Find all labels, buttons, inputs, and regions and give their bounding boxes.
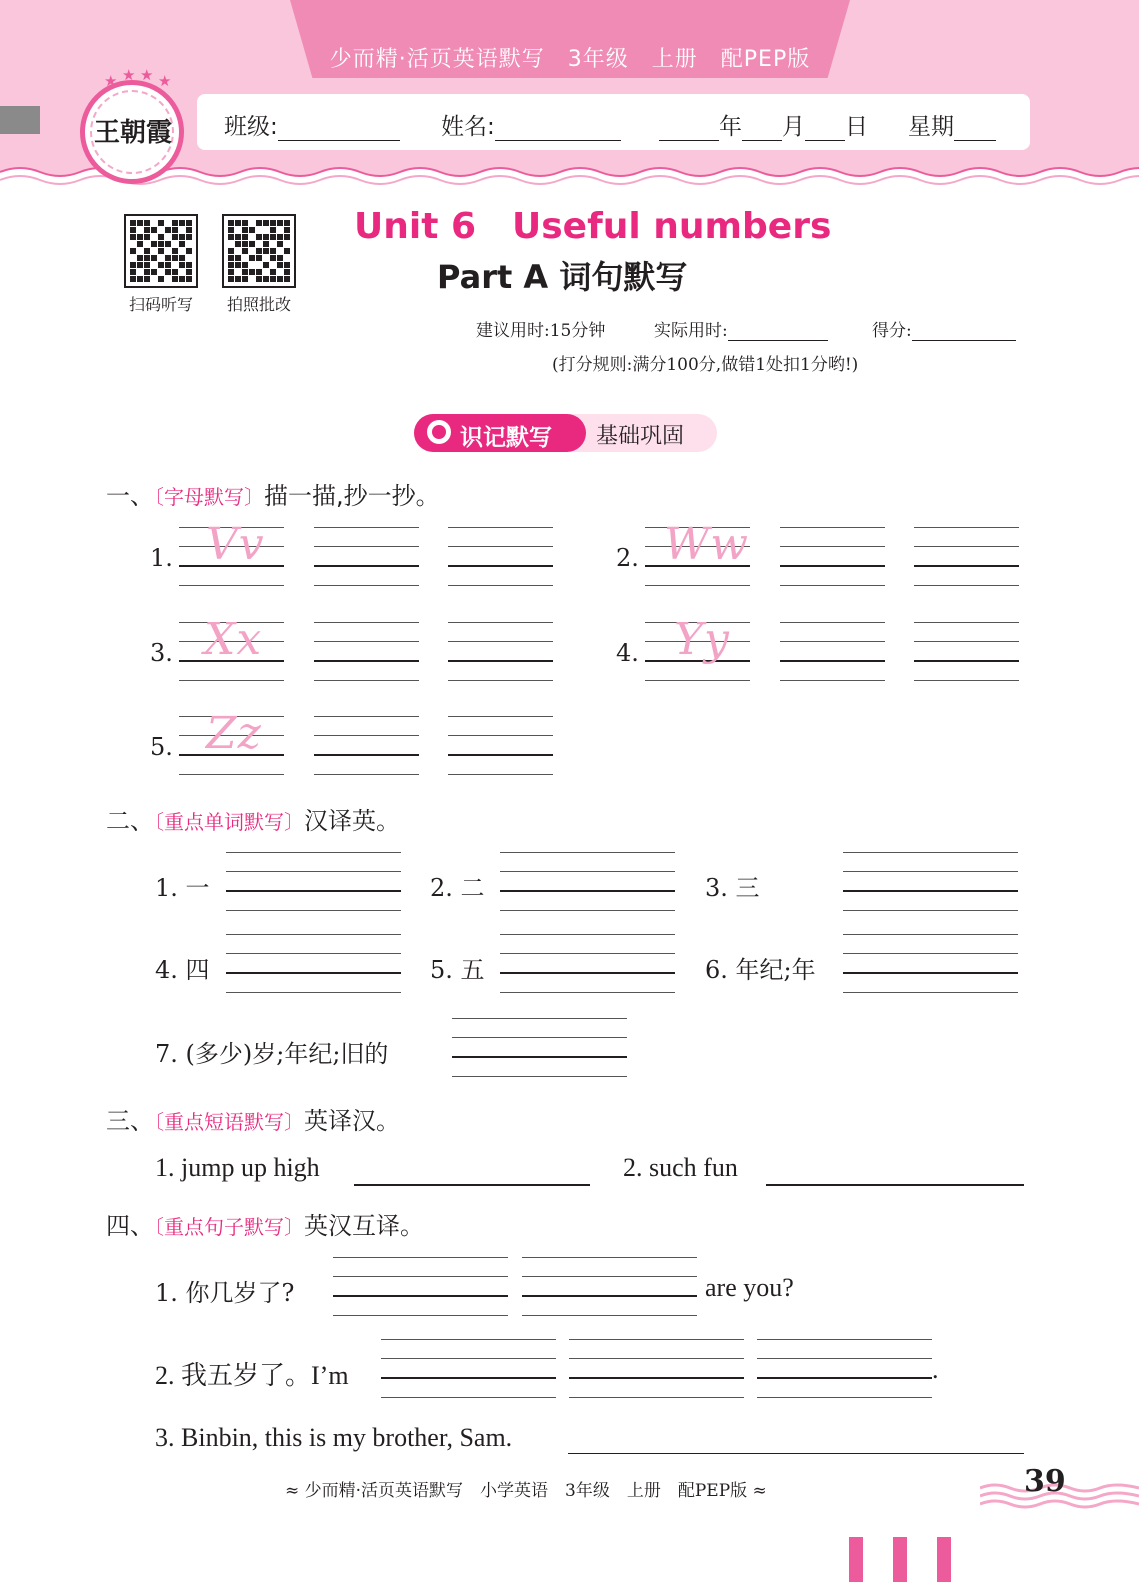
- qr-code-listen[interactable]: [124, 214, 198, 288]
- letter-copy-box[interactable]: [314, 716, 419, 776]
- section4-number: 四、: [106, 1212, 154, 1240]
- section1-number: 一、: [106, 482, 154, 510]
- phrase-item: 1. jump up high: [155, 1153, 320, 1182]
- edge-bar: [849, 1537, 863, 1582]
- section4-heading: [106, 1206, 424, 1241]
- sentence-prompt: 3. Binbin, this is my brother, Sam.: [155, 1423, 513, 1452]
- sentence-answer-lines[interactable]: [333, 1257, 508, 1317]
- letter-copy-box[interactable]: [780, 527, 885, 587]
- sentence-answer-lines[interactable]: [522, 1257, 697, 1317]
- word-item: 2. 二: [430, 874, 485, 902]
- month-label: 月: [782, 114, 805, 140]
- sentence-answer-lines[interactable]: [569, 1339, 744, 1399]
- letter-item-number: 4.: [616, 639, 639, 667]
- word-answer-lines[interactable]: [843, 852, 1018, 912]
- traced-letters: Ww: [664, 519, 749, 570]
- letter-item-number: 5.: [150, 733, 173, 761]
- sentence-prompt: 1. 你几岁了?: [155, 1279, 295, 1307]
- phrase-answer-line[interactable]: [354, 1184, 590, 1186]
- actual-time-field[interactable]: [654, 316, 828, 341]
- scoring-rule: (打分规则:满分100分,做错1处扣1分哟!): [552, 355, 859, 375]
- word-item: 1. 一: [155, 874, 210, 902]
- word-answer-lines[interactable]: [843, 934, 1018, 994]
- edge-bar: [937, 1537, 951, 1582]
- weekday-field[interactable]: [908, 108, 996, 141]
- letter-item-number: 2.: [616, 544, 639, 572]
- edge-bar: [893, 1537, 907, 1582]
- section2-heading: [106, 801, 400, 836]
- word-item: 7. (多少)岁;年纪;旧的: [155, 1040, 389, 1068]
- sentence-suffix: are you?: [705, 1273, 794, 1302]
- date-field[interactable]: [659, 108, 868, 141]
- series-title: 少而精·活页英语默写 3年级 上册 配PEP版: [329, 47, 811, 72]
- section1-heading: [106, 476, 440, 511]
- letter-copy-box[interactable]: [448, 622, 553, 682]
- section3-heading: [106, 1101, 400, 1136]
- star-icon: ★: [158, 72, 172, 90]
- unit-title: Unit 6 Useful numbers: [354, 206, 832, 247]
- letter-item-number: 1.: [150, 544, 173, 572]
- badge-right-text: 基础巩固: [596, 424, 685, 449]
- class-field[interactable]: [224, 108, 400, 141]
- score-field[interactable]: [872, 316, 1016, 341]
- word-answer-lines[interactable]: [500, 852, 675, 912]
- letter-copy-box[interactable]: [780, 622, 885, 682]
- word-item: 6. 年纪;年: [705, 956, 816, 984]
- letter-copy-box[interactable]: [314, 527, 419, 587]
- sentence-prompt: 2. 我五岁了。I’m: [155, 1361, 349, 1390]
- star-icon: ★: [122, 66, 136, 84]
- section2-number: 二、: [106, 807, 154, 835]
- word-answer-lines[interactable]: [452, 1018, 627, 1078]
- letter-copy-box[interactable]: [448, 716, 553, 776]
- traced-letters: Zz: [206, 708, 262, 759]
- section1-instruction: 描一描,抄一抄。: [264, 482, 440, 510]
- section4-instruction: 英汉互译。: [304, 1212, 424, 1240]
- footer-text: ≈ 少而精·活页英语默写 小学英语 3年级 上册 配PEP版 ≈: [285, 1481, 767, 1501]
- section2-instruction: 汉译英。: [304, 807, 400, 835]
- traced-letters: Yy: [674, 614, 730, 665]
- score-label: 得分:: [872, 321, 912, 341]
- word-answer-lines[interactable]: [226, 934, 401, 994]
- sentence-answer-lines[interactable]: [757, 1339, 932, 1399]
- actual-time-label: 实际用时:: [654, 321, 728, 341]
- medal-icon: [427, 420, 451, 444]
- qr-photo-label: 拍照批改: [226, 295, 291, 314]
- traced-letters: Xx: [204, 614, 263, 665]
- traced-letters: Vv: [206, 519, 265, 570]
- word-item: 4. 四: [155, 956, 210, 984]
- side-marker: [0, 106, 40, 134]
- logo-text: 王朝霞: [93, 118, 172, 148]
- phrase-item: 2. such fun: [623, 1153, 738, 1182]
- section3-instruction: 英译汉。: [304, 1107, 400, 1135]
- letter-item-number: 3.: [150, 639, 173, 667]
- day-label: 日: [845, 114, 868, 140]
- letter-copy-box[interactable]: [914, 527, 1019, 587]
- section1-tag: 〔字母默写〕: [154, 485, 264, 509]
- section3-tag: 〔重点短语默写〕: [154, 1110, 304, 1134]
- word-answer-lines[interactable]: [500, 934, 675, 994]
- phrase-answer-line[interactable]: [766, 1184, 1024, 1186]
- word-answer-lines[interactable]: [226, 852, 401, 912]
- sentence-answer-line[interactable]: [568, 1453, 1024, 1454]
- qr-code-photo[interactable]: [222, 214, 296, 288]
- class-label: 班级:: [224, 114, 278, 140]
- year-label: 年: [719, 114, 742, 140]
- sentence-suffix: .: [932, 1355, 939, 1384]
- qr-listen-label: 扫码听写: [128, 295, 193, 314]
- letter-copy-box[interactable]: [914, 622, 1019, 682]
- part-title: Part A 词句默写: [437, 258, 688, 296]
- word-item: 5. 五: [430, 956, 485, 984]
- section2-tag: 〔重点单词默写〕: [154, 810, 304, 834]
- section3-number: 三、: [106, 1107, 154, 1135]
- suggested-time: 建议用时:15分钟: [476, 321, 606, 341]
- name-field[interactable]: [441, 108, 621, 141]
- letter-copy-box[interactable]: [448, 527, 553, 587]
- weekday-label: 星期: [908, 114, 954, 140]
- star-icon: ★: [140, 66, 154, 84]
- page-number: 39: [1024, 1464, 1066, 1499]
- name-label: 姓名:: [441, 114, 495, 140]
- star-icon: ★: [104, 72, 118, 90]
- badge-left-text: 识记默写: [460, 425, 552, 451]
- letter-copy-box[interactable]: [314, 622, 419, 682]
- sentence-answer-lines[interactable]: [381, 1339, 556, 1399]
- word-item: 3. 三: [705, 874, 760, 902]
- section4-tag: 〔重点句子默写〕: [154, 1215, 304, 1239]
